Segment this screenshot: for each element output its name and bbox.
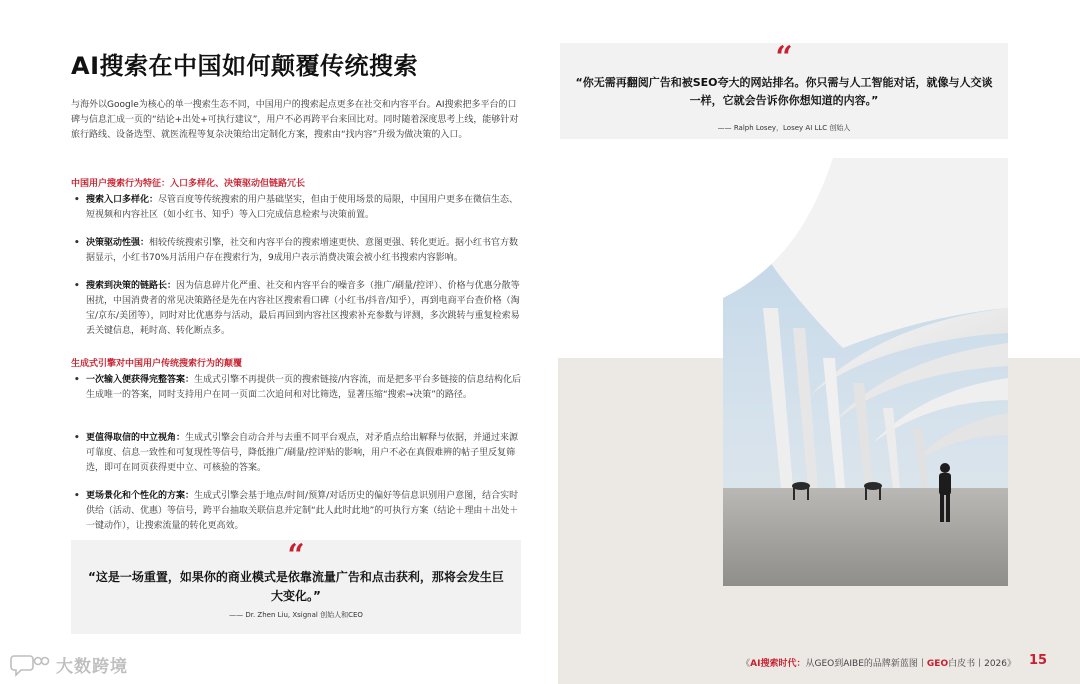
watermark <box>10 652 128 677</box>
bullet-lead: 搜索入口多样化： <box>86 195 159 205</box>
page-number: 15 <box>1029 653 1048 668</box>
bullet-lead: 搜索到决策的链路长： <box>86 281 177 291</box>
bullet-dot: • <box>74 238 80 248</box>
bullet-lead: 决策驱动性强： <box>86 238 150 248</box>
bullet-text: 生成式引擎会自动合并与去重不同平台观点，对矛盾点给出解释与依据，并通过来源可靠度、信息一致性和可复现性等信号，降低推广/刷量/控评贴的影响，用户不必在真假难辨的帖子里反复筛选，即可在同页获得更中立、可核验的答案。 <box>86 433 519 473</box>
quote-box-right <box>560 40 1008 139</box>
section-heading-behavior: 中国用户搜索行为特征：入口多样化、决策驱动但链路冗长 <box>71 179 306 189</box>
footer-red-2: GEO <box>926 659 949 669</box>
bullet-text: 生成式引擎不再提供一页的搜索链接/内容流，而是把多平台多链接的信息结构化后生成唯一的答案，同时支持用户在同一页面二次追问和对比筛选，显著压缩“搜索→决策”的路径。 <box>86 375 522 400</box>
list-item <box>74 236 524 266</box>
bullet-dot: • <box>74 375 80 385</box>
bullet-text: 生成式引擎会基于地点/时间/预算/对话历史的偏好等信息识别用户意图，结合实时供给（活动、优惠）等信号，跨平台抽取关联信息并定制“此人此时此地”的可执行方案（结论＋理由＋出处＋一键动作），让搜索流量的转化更高效。 <box>86 491 519 531</box>
quote-box-left <box>71 540 521 634</box>
footer-red-1: AI搜索时代： <box>750 659 806 669</box>
bullet-lead: 一次输入便获得完整答案： <box>86 375 195 385</box>
bullet-text: 尽管百度等传统搜索的用户基础坚实，但由于使用场景的局限，中国用户更多在微信生态、短视频和内容社区（如小红书、知乎）等入口完成信息检索与决策前置。 <box>86 195 519 220</box>
architecture-photo <box>723 158 1008 586</box>
page-title: AI搜索在中国如何颠覆传统搜索 <box>71 52 419 80</box>
quote-mark-icon: “ <box>775 40 793 75</box>
bullet-text: 相较传统搜索引擎，社交和内容平台的搜索增速更快、意图更强、转化更近。据小红书官方数据显示，小红书70%月活用户存在搜索行为，9成用户表示消费决策会被小红书搜索内容影响。 <box>86 238 519 263</box>
architecture-illustration <box>723 158 1008 586</box>
list-item <box>74 489 524 534</box>
list-item <box>74 279 524 339</box>
bullet-dot: • <box>74 281 80 291</box>
quote-attribution: —— Ralph Losey，Losey AI LLC 创始人 <box>717 124 851 132</box>
quote-text: “你无需再翻阅广告和被SEO夸大的网站排名。你只需与人工智能对话，就像与人交谈一样，它就会告诉你你想知道的内容。” <box>575 76 993 107</box>
footer-mid: 从GEO到AIBE的品牌新蓝图丨 <box>805 659 927 669</box>
footer-title <box>741 656 1016 669</box>
chat-bubble-logo-icon <box>10 653 50 677</box>
bullet-dot: • <box>74 195 80 205</box>
quote-attribution: —— Dr. Zhen Liu, Xsignal 创始人和CEO <box>229 611 363 619</box>
watermark-text: 大数跨境 <box>56 657 128 677</box>
bullet-text: 因为信息碎片化严重、社交和内容平台的噪音多（推广/刷量/控评）、价格与优惠分散等困扰，中国消费者的常见决策路径是先在内容社区搜索看口碑（小红书/抖音/知乎），再到电商平台查价格（淘宝/京东/美团等），同时对比优惠券与活动，最后再回到内容社区搜索补充参数与评测，多次跳转与重复检索易丢关键信息，耗时高、转化断点多。 <box>86 281 520 336</box>
bullet-dot: • <box>74 491 80 501</box>
quote-mark-icon: “ <box>287 538 305 573</box>
quote-text: “这是一场重置，如果你的商业模式是依靠流量广告和点击获利，那将会发生巨大变化。” <box>88 570 504 603</box>
list-item <box>74 373 524 403</box>
footer-suffix: 白皮书丨2026》 <box>948 659 1016 669</box>
list-item <box>74 193 524 223</box>
bullet-lead: 更值得取信的中立视角： <box>86 433 186 443</box>
bullet-dot: • <box>74 433 80 443</box>
section-heading-disruption: 生成式引擎对中国用户传统搜索行为的颠覆 <box>71 359 243 369</box>
footer-prefix: 《 <box>741 659 751 669</box>
list-item <box>74 431 524 476</box>
bullet-lead: 更场景化和个性化的方案： <box>86 491 195 501</box>
intro-paragraph: 与海外以Google为核心的单一搜索生态不同，中国用户的搜索起点更多在社交和内容平台。AI搜索把多平台的口碑与信息汇成一页的“结论+出处+可执行建议”，用户不必再跨平台来回比对。同时随着深度思考上线，能够针对旅行路线、设备选型、就医流程等复杂决策给出定制化方案，搜索由“找内容”升级为做决策的入口。 <box>71 100 519 140</box>
